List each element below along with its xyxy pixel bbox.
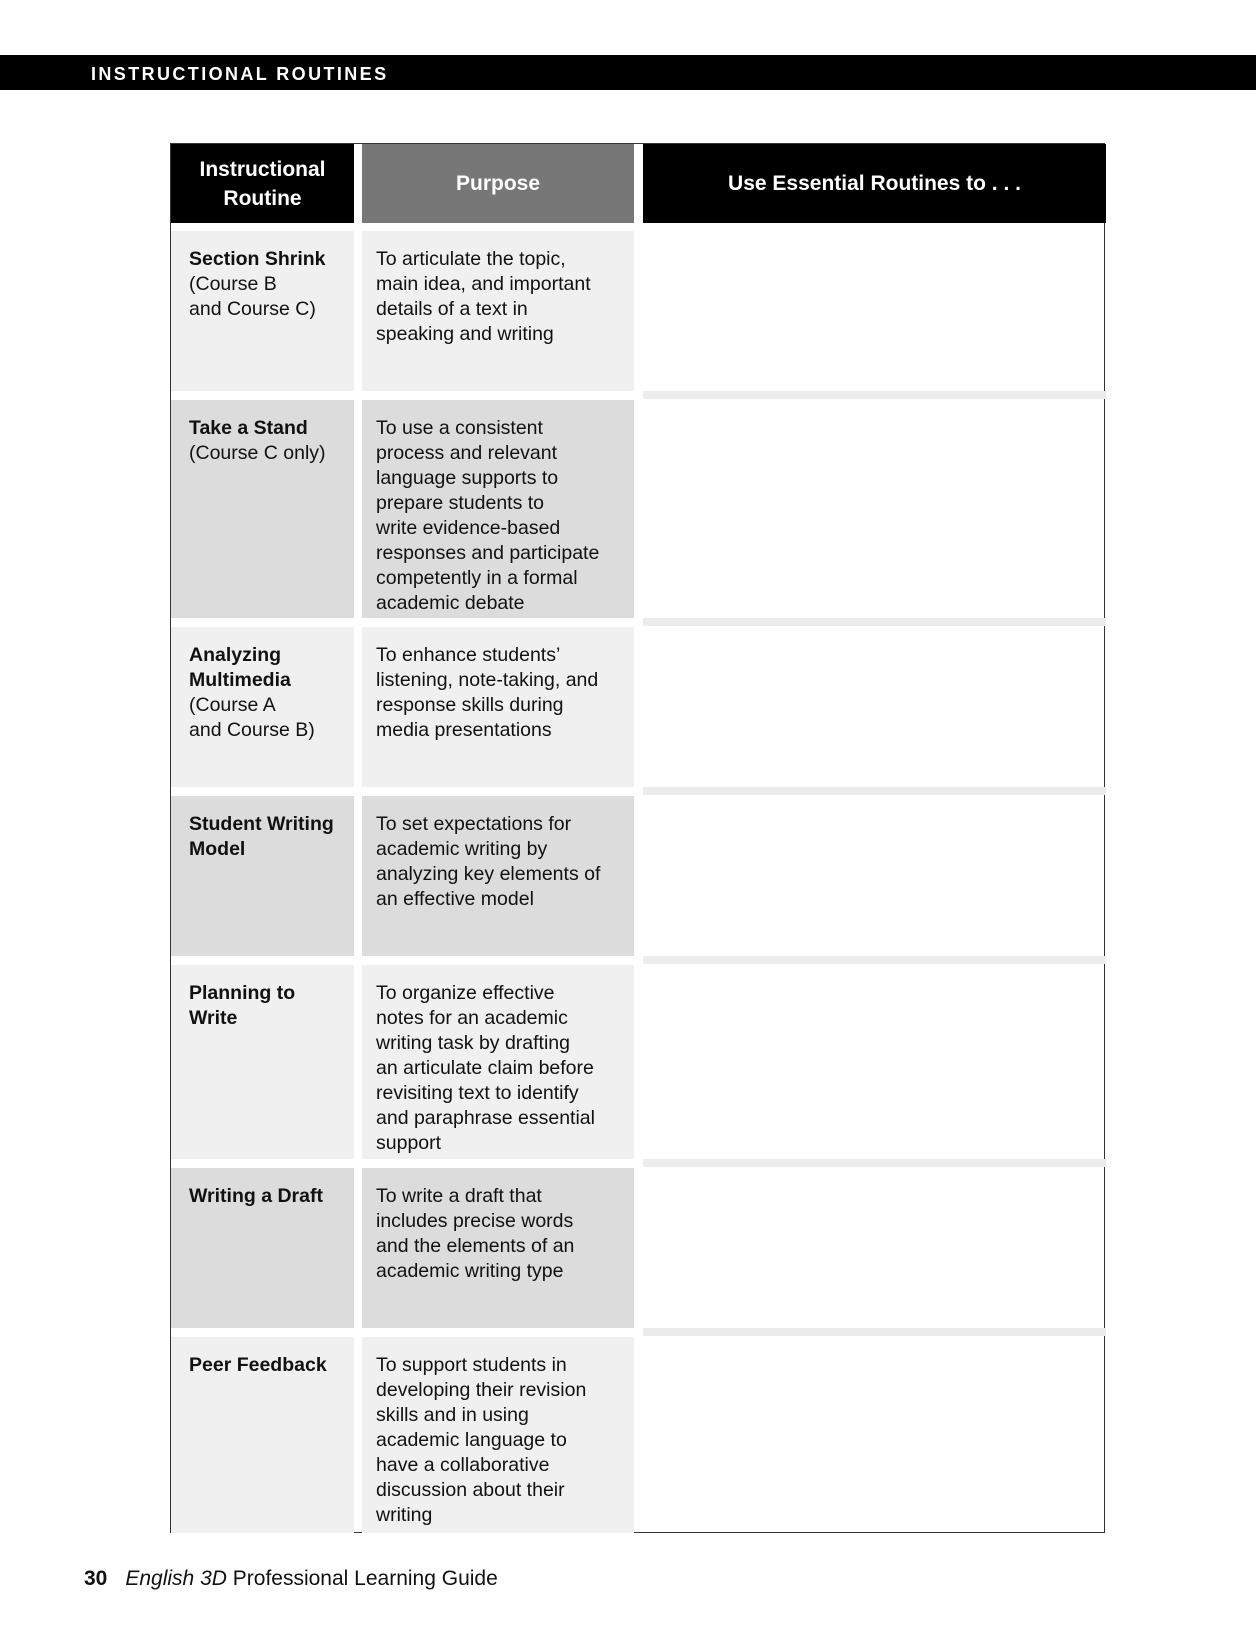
page-footer bbox=[84, 1566, 498, 1592]
row-divider bbox=[643, 618, 1106, 626]
purpose-text: To enhance students’ listening, note-taking, and response skills during media presentations bbox=[376, 644, 599, 741]
book-title: English 3D bbox=[125, 1567, 227, 1590]
row-divider bbox=[643, 787, 1106, 795]
section-header-bar bbox=[0, 55, 1256, 90]
row-divider bbox=[643, 956, 1106, 964]
header-use-essential-routines: Use Essential Routines to . . . bbox=[643, 144, 1106, 223]
row-divider bbox=[643, 391, 1106, 399]
routine-cell bbox=[171, 1337, 354, 1533]
routines-table bbox=[170, 143, 1105, 1533]
use-routines-cell[interactable] bbox=[643, 400, 1106, 618]
purpose-text: To organize effective notes for an academic writing task by drafting an articulate claim before revisiting text to identify and paraphrase essential support bbox=[376, 982, 595, 1154]
routine-cell bbox=[171, 400, 354, 618]
header-purpose: Purpose bbox=[362, 144, 634, 223]
purpose-cell bbox=[362, 796, 634, 956]
purpose-text: To set expectations for academic writing by analyzing key elements of an effective model bbox=[376, 813, 601, 910]
routine-course-note: (Course B and Course C) bbox=[189, 273, 316, 320]
routine-cell bbox=[171, 1168, 354, 1328]
purpose-cell bbox=[362, 627, 634, 787]
purpose-text: To articulate the topic, main idea, and important details of a text in speaking and writing bbox=[376, 248, 591, 345]
routine-cell bbox=[171, 965, 354, 1159]
use-routines-cell[interactable] bbox=[643, 627, 1106, 787]
purpose-text: To support students in developing their revision skills and in using academic language to have a collaborative discussion about their writing bbox=[376, 1354, 587, 1526]
purpose-cell bbox=[362, 231, 634, 391]
purpose-text: To use a consistent process and relevant language supports to prepare students to write evidence-based responses and participate competently in a formal academic debate bbox=[376, 417, 600, 614]
use-routines-cell[interactable] bbox=[643, 1168, 1106, 1328]
routine-name: Analyzing Multimedia bbox=[189, 644, 291, 691]
routine-name: Student Writing Model bbox=[189, 813, 334, 860]
use-routines-cell[interactable] bbox=[643, 1337, 1106, 1533]
routine-cell bbox=[171, 796, 354, 956]
routine-name: Planning to Write bbox=[189, 982, 296, 1029]
routine-course-note: (Course A and Course B) bbox=[189, 694, 315, 741]
purpose-cell bbox=[362, 1337, 634, 1533]
header-instructional-routine: Instructional Routine bbox=[171, 144, 354, 223]
use-routines-cell[interactable] bbox=[643, 965, 1106, 1159]
routine-name: Writing a Draft bbox=[189, 1185, 323, 1207]
section-header-label: INSTRUCTIONAL ROUTINES bbox=[91, 64, 389, 84]
page-number: 30 bbox=[84, 1567, 108, 1590]
use-routines-cell[interactable] bbox=[643, 231, 1106, 391]
purpose-cell bbox=[362, 400, 634, 618]
purpose-text: To write a draft that includes precise words and the elements of an academic writing type bbox=[376, 1185, 575, 1282]
routine-name: Section Shrink bbox=[189, 248, 326, 270]
routine-name: Peer Feedback bbox=[189, 1354, 327, 1376]
row-divider bbox=[643, 1159, 1106, 1167]
purpose-cell bbox=[362, 1168, 634, 1328]
routine-cell bbox=[171, 231, 354, 391]
purpose-cell bbox=[362, 965, 634, 1159]
use-routines-cell[interactable] bbox=[643, 796, 1106, 956]
routine-name: Take a Stand bbox=[189, 417, 308, 439]
routine-cell bbox=[171, 627, 354, 787]
book-subtitle: Professional Learning Guide bbox=[232, 1567, 498, 1590]
row-divider bbox=[643, 1328, 1106, 1336]
routine-course-note: (Course C only) bbox=[189, 442, 326, 464]
